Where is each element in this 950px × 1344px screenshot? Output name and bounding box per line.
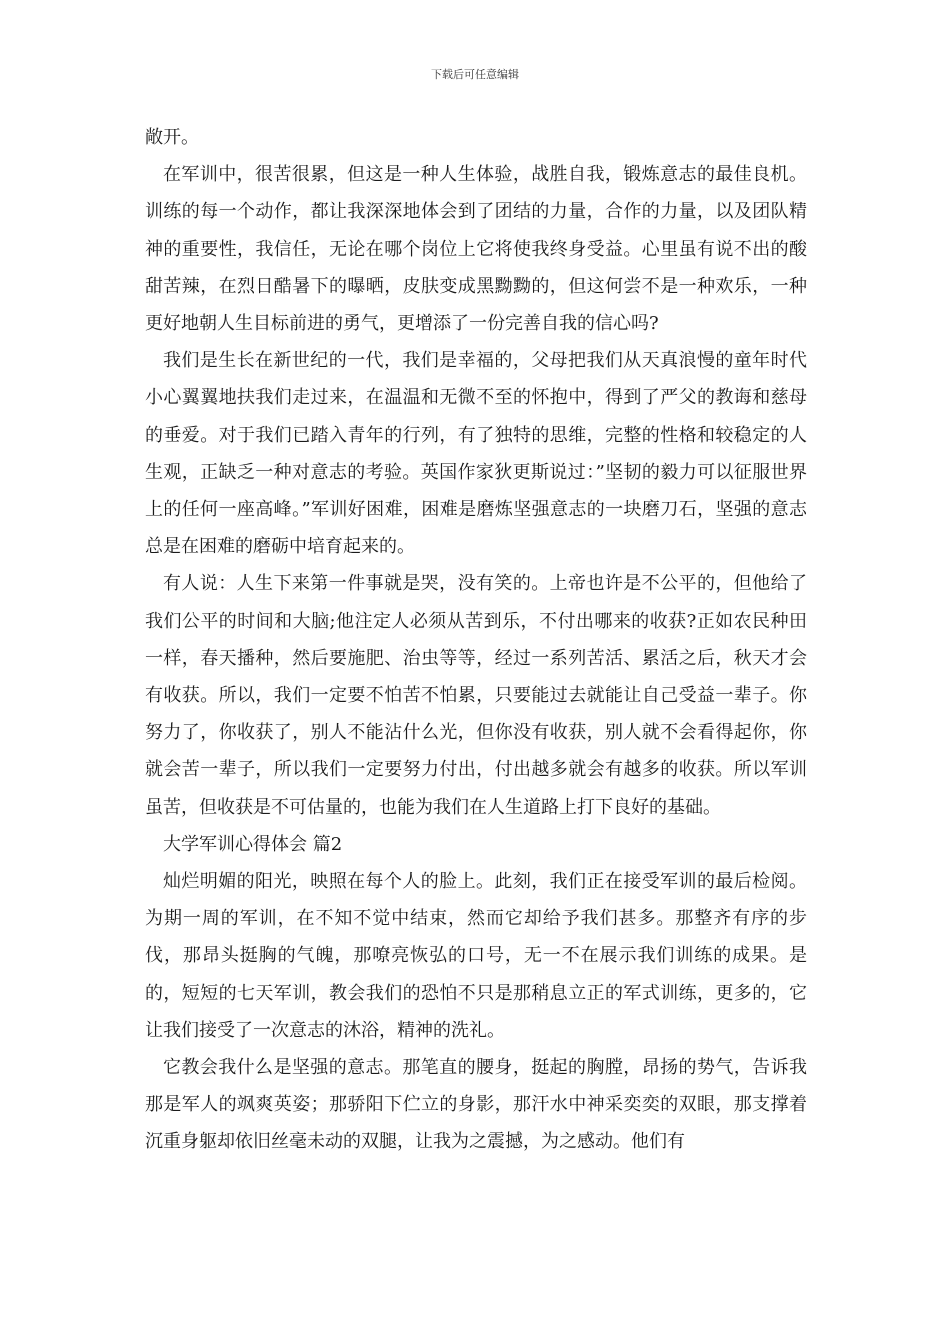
paragraph: 灿烂明媚的阳光，映照在每个人的脸上。此刻，我们正在接受军训的最后检阅。为期一周的军训，在不知不觉中结束，然而它却给予我们甚多。那整齐有序的步伐，那昂头挺胸的气魄，那嘹亮恢弘的口号，无一不在展示我们训练的成果。是的，短短的七天军训，教会我们的恐怕不只是那稍息立正的军式训练，更多的，它让我们接受了一次意志的沐浴，精神的洗礼。: [145, 871, 807, 1041]
page-header: 下载后可任意编辑: [431, 68, 519, 81]
paragraph: 敞开。: [145, 127, 199, 148]
paragraph: 有人说：人生下来第一件事就是哭，没有笑的。上帝也许是不公平的，但他给了我们公平的时间和大脑;他注定人必须从苦到乐，不付出哪来的收获?正如农民种田一样，春天播种，然后要施肥、治虫等等，经过一系列苦活、累活之后，秋天才会有收获。所以，我们一定要不怕苦不怕累，只要能过去就能让自己受益一辈子。你努力了，你收获了，别人不能沾什么光，但你没有收获，别人就不会看得起你，你就会苦一辈子，所以我们一定要努力付出，付出越多就会有越多的收获。所以军训虽苦，但收获是不可估量的，也能为我们在人生道路上打下良好的基础。: [145, 573, 807, 818]
paragraph: 它教会我什么是坚强的意志。那笔直的腰身，挺起的胸膛，昂扬的势气，告诉我那是军人的飒爽英姿；那骄阳下伫立的身影，那汗水中神采奕奕的双眼，那支撑着沉重身躯却依旧丝毫未动的双腿，让我为之震撼，为之感动。他们有: [145, 1057, 807, 1153]
paragraph: 在军训中，很苦很累，但这是一种人生体验，战胜自我，锻炼意志的最佳良机。训练的每一个动作，都让我深深地体会到了团结的力量，合作的力量，以及团队精神的重要性，我信任，无论在哪个岗位上它将使我终身受益。心里虽有说不出的酸甜苦辣，在烈日酷暑下的曝晒，皮肤变成黑黝黝的，但这何尝不是一种欢乐，一种更好地朝人生目标前进的勇气，更增添了一份完善自我的信心吗?: [145, 164, 807, 335]
document-body: [145, 119, 807, 1161]
section-title: 大学军训心得体会 篇2: [163, 833, 343, 855]
paragraph: 我们是生长在新世纪的一代，我们是幸福的，父母把我们从天真浪慢的童年时代小心翼翼地扶我们走过来，在温温和无微不至的怀抱中，得到了严父的教诲和慈母的垂爱。对于我们已踏入青年的行列，有了独特的思维，完整的性格和较稳定的人生观，正缺乏一种对意志的考验。英国作家狄更斯说过：”坚韧的毅力可以征服世界上的任何一座高峰。”军训好困难，困难是磨炼坚强意志的一块磨刀石，坚强的意志总是在困难的磨砺中培育起来的。: [145, 350, 807, 558]
